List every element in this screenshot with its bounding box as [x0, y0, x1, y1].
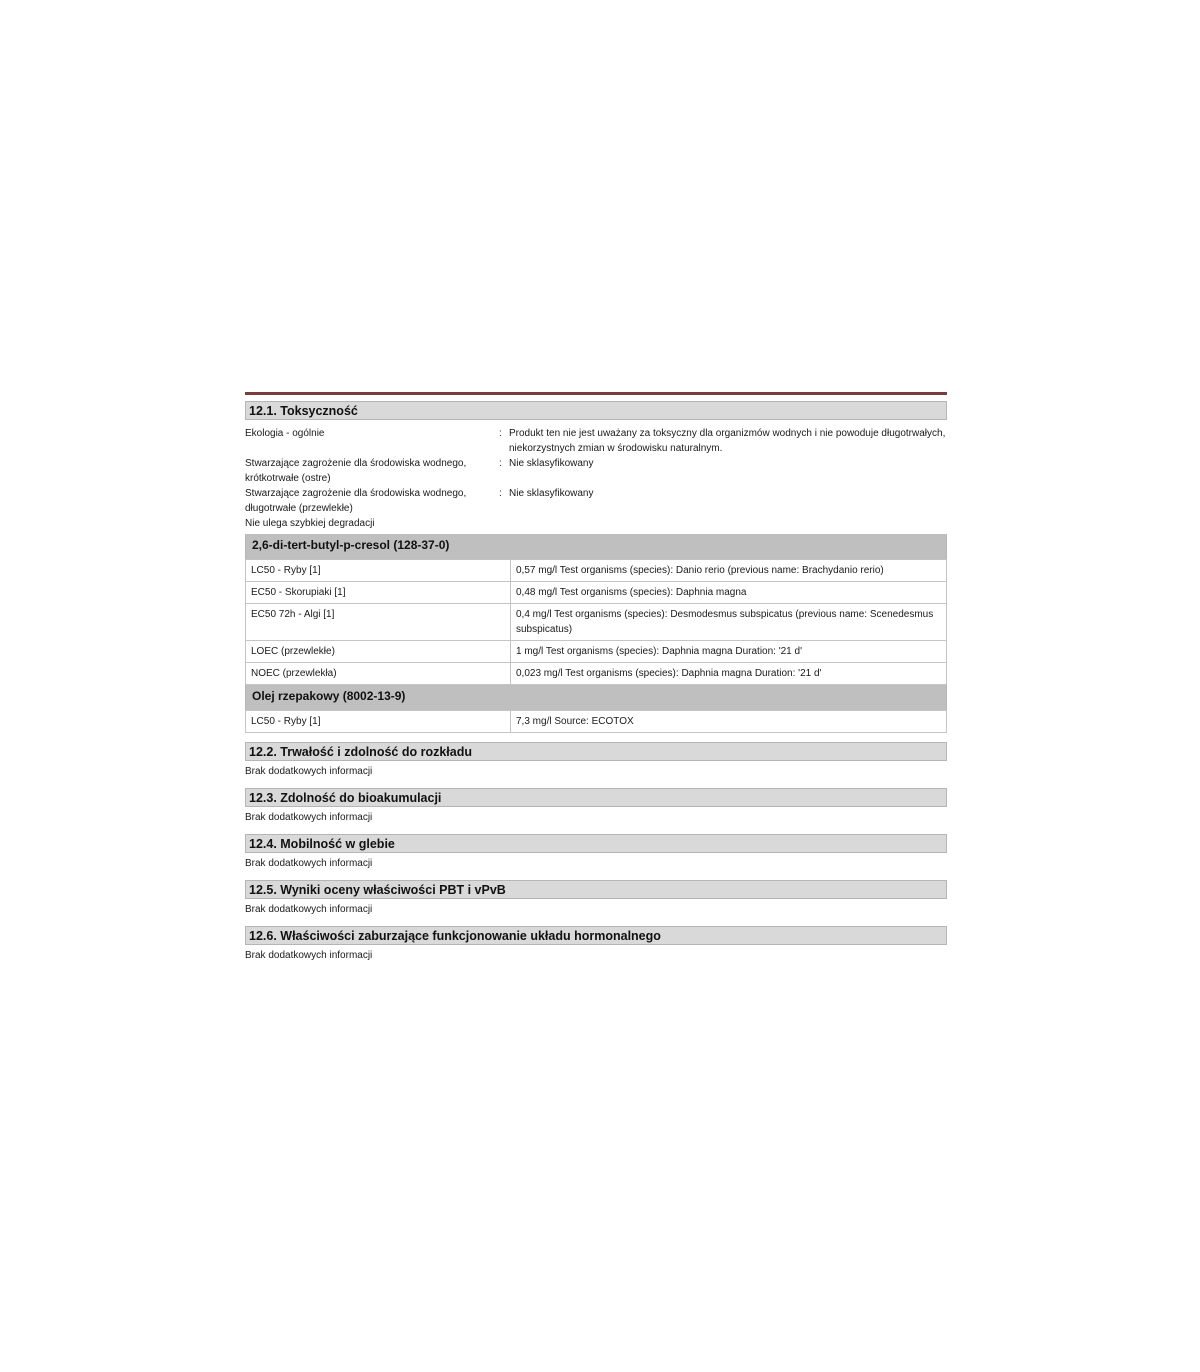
info-separator: : — [499, 428, 502, 439]
param-cell: NOEC (przewlekła) — [246, 663, 511, 685]
substance-heading: 2,6-di-tert-butyl-p-cresol (128-37-0) — [245, 534, 947, 559]
info-row-acute — [245, 456, 947, 486]
info-value: Produkt ten nie jest uważany za toksyczny dla organizmów wodnych i nie powoduje długotrwałych, niekorzystnych zmian w środowisku naturalnym. — [509, 428, 946, 454]
info-value: Nie sklasyfikowany — [509, 458, 594, 469]
info-label: Stwarzające zagrożenie dla środowiska wodnego, długotrwałe (przewlekłe) — [245, 488, 467, 514]
section-heading-12-6: 12.6. Właściwości zaburzające funkcjonowanie układu hormonalnego — [245, 926, 947, 945]
table-row — [246, 663, 947, 685]
info-label: Ekologia - ogólnie — [245, 428, 325, 439]
info-separator: : — [499, 458, 502, 469]
degradation-note: Nie ulega szybkiej degradacji — [245, 518, 375, 529]
section-heading-12-1: 12.1. Toksyczność — [245, 401, 947, 420]
param-cell: LC50 - Ryby [1] — [246, 711, 511, 733]
param-cell: EC50 - Skorupiaki [1] — [246, 582, 511, 604]
info-row-ecology — [245, 426, 947, 456]
param-cell: LC50 - Ryby [1] — [246, 560, 511, 582]
info-separator: : — [499, 488, 502, 499]
toxicity-table — [245, 559, 947, 685]
toxicity-table — [245, 710, 947, 733]
value-cell: 0,023 mg/l Test organisms (species): Daphnia magna Duration: '21 d' — [511, 663, 947, 685]
section-text: Brak dodatkowych informacji — [245, 858, 373, 869]
document — [245, 392, 947, 963]
param-cell: LOEC (przewlekłe) — [246, 641, 511, 663]
value-cell: 0,4 mg/l Test organisms (species): Desmodesmus subspicatus (previous name: Scenedesmus subspicatus) — [511, 604, 947, 641]
table-row — [246, 641, 947, 663]
section-text: Brak dodatkowych informacji — [245, 950, 373, 961]
section-heading-12-2: 12.2. Trwałość i zdolność do rozkładu — [245, 742, 947, 761]
table-row — [246, 582, 947, 604]
info-row-chronic — [245, 486, 947, 516]
info-value: Nie sklasyfikowany — [509, 488, 594, 499]
section-text: Brak dodatkowych informacji — [245, 766, 373, 777]
section-text: Brak dodatkowych informacji — [245, 904, 373, 915]
table-row — [246, 604, 947, 641]
section-heading-12-3: 12.3. Zdolność do bioakumulacji — [245, 788, 947, 807]
info-label: Stwarzające zagrożenie dla środowiska wodnego, krótkotrwałe (ostre) — [245, 458, 467, 484]
value-cell: 0,48 mg/l Test organisms (species): Daphnia magna — [511, 582, 947, 604]
section-text: Brak dodatkowych informacji — [245, 812, 373, 823]
value-cell: 0,57 mg/l Test organisms (species): Danio rerio (previous name: Brachydanio rerio) — [511, 560, 947, 582]
section-heading-12-5: 12.5. Wyniki oceny właściwości PBT i vPvB — [245, 880, 947, 899]
top-rule — [245, 392, 947, 395]
section-heading-12-4: 12.4. Mobilność w glebie — [245, 834, 947, 853]
table-row — [246, 560, 947, 582]
value-cell: 7,3 mg/l Source: ECOTOX — [511, 711, 947, 733]
table-row — [246, 711, 947, 733]
param-cell: EC50 72h - Algi [1] — [246, 604, 511, 641]
substance-heading: Olej rzepakowy (8002-13-9) — [245, 685, 947, 710]
value-cell: 1 mg/l Test organisms (species): Daphnia magna Duration: '21 d' — [511, 641, 947, 663]
